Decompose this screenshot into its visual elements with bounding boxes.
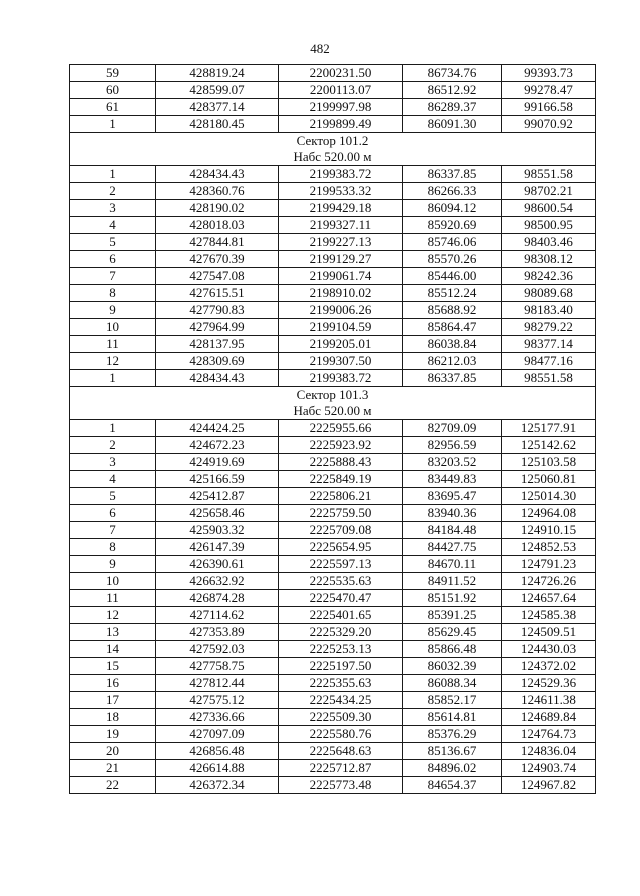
y-coordinate-cell: 2199533.32 [279,183,403,200]
table-row [70,522,596,539]
local-x-cell: 82709.09 [403,420,502,437]
table-row [70,607,596,624]
point-number-cell: 1 [70,420,156,437]
y-coordinate-cell: 2225773.48 [279,777,403,794]
local-x-cell: 86088.34 [403,675,502,692]
local-y-cell: 124910.15 [502,522,596,539]
point-number-cell: 5 [70,234,156,251]
local-y-cell: 124585.38 [502,607,596,624]
local-y-cell: 124964.08 [502,505,596,522]
local-y-cell: 124657.64 [502,590,596,607]
y-coordinate-cell: 2225580.76 [279,726,403,743]
x-coordinate-cell: 426390.61 [156,556,279,573]
local-x-cell: 85866.48 [403,641,502,658]
local-x-cell: 85920.69 [403,217,502,234]
local-x-cell: 85746.06 [403,234,502,251]
point-number-cell: 7 [70,522,156,539]
point-number-cell: 2 [70,437,156,454]
local-y-cell: 98308.12 [502,251,596,268]
x-coordinate-cell: 426632.92 [156,573,279,590]
local-x-cell: 85446.00 [403,268,502,285]
y-coordinate-cell: 2225355.63 [279,675,403,692]
local-y-cell: 125142.62 [502,437,596,454]
local-x-cell: 86038.84 [403,336,502,353]
point-number-cell: 14 [70,641,156,658]
local-y-cell: 98242.36 [502,268,596,285]
x-coordinate-cell: 427592.03 [156,641,279,658]
local-x-cell: 84427.75 [403,539,502,556]
y-coordinate-cell: 2199006.26 [279,302,403,319]
y-coordinate-cell: 2199307.50 [279,353,403,370]
local-y-cell: 99278.47 [502,82,596,99]
x-coordinate-cell: 427844.81 [156,234,279,251]
table-row [70,573,596,590]
sector-header-row [70,387,596,420]
y-coordinate-cell: 2225253.13 [279,641,403,658]
x-coordinate-cell: 428190.02 [156,200,279,217]
x-coordinate-cell: 427114.62 [156,607,279,624]
point-number-cell: 6 [70,505,156,522]
point-number-cell: 3 [70,454,156,471]
x-coordinate-cell: 427615.51 [156,285,279,302]
local-y-cell: 98477.16 [502,353,596,370]
point-number-cell: 1 [70,370,156,387]
local-y-cell: 124764.73 [502,726,596,743]
sector-elevation: Набс 520.00 м [293,149,372,164]
sector-name: Сектор 101.2 [296,133,369,148]
local-x-cell: 86212.03 [403,353,502,370]
point-number-cell: 3 [70,200,156,217]
y-coordinate-cell: 2199104.59 [279,319,403,336]
table-row [70,641,596,658]
y-coordinate-cell: 2225712.87 [279,760,403,777]
y-coordinate-cell: 2225654.95 [279,539,403,556]
y-coordinate-cell: 2225509.30 [279,709,403,726]
point-number-cell: 22 [70,777,156,794]
table-row [70,471,596,488]
sector-name: Сектор 101.3 [296,387,369,402]
x-coordinate-cell: 426614.88 [156,760,279,777]
y-coordinate-cell: 2225401.65 [279,607,403,624]
local-y-cell: 125177.91 [502,420,596,437]
x-coordinate-cell: 427336.66 [156,709,279,726]
point-number-cell: 18 [70,709,156,726]
local-x-cell: 85376.29 [403,726,502,743]
x-coordinate-cell: 428434.43 [156,166,279,183]
table-row [70,726,596,743]
point-number-cell: 7 [70,268,156,285]
table-row [70,743,596,760]
local-y-cell: 98600.54 [502,200,596,217]
local-y-cell: 98089.68 [502,285,596,302]
local-y-cell: 98279.22 [502,319,596,336]
table-row [70,82,596,99]
local-y-cell: 124372.02 [502,658,596,675]
local-y-cell: 98551.58 [502,370,596,387]
x-coordinate-cell: 428360.76 [156,183,279,200]
table-row [70,302,596,319]
y-coordinate-cell: 2225434.25 [279,692,403,709]
y-coordinate-cell: 2225849.19 [279,471,403,488]
local-x-cell: 86032.39 [403,658,502,675]
y-coordinate-cell: 2225597.13 [279,556,403,573]
local-y-cell: 124726.26 [502,573,596,590]
y-coordinate-cell: 2225806.21 [279,488,403,505]
point-number-cell: 4 [70,471,156,488]
local-x-cell: 85688.92 [403,302,502,319]
point-number-cell: 9 [70,302,156,319]
y-coordinate-cell: 2225535.63 [279,573,403,590]
table-row [70,709,596,726]
local-y-cell: 125103.58 [502,454,596,471]
point-number-cell: 12 [70,353,156,370]
local-y-cell: 124430.03 [502,641,596,658]
sector-header-row [70,133,596,166]
y-coordinate-cell: 2199061.74 [279,268,403,285]
table-row [70,760,596,777]
local-y-cell: 124611.38 [502,692,596,709]
point-number-cell: 61 [70,99,156,116]
point-number-cell: 20 [70,743,156,760]
table-row [70,658,596,675]
x-coordinate-cell: 427670.39 [156,251,279,268]
table-row [70,251,596,268]
point-number-cell: 13 [70,624,156,641]
local-y-cell: 124852.53 [502,539,596,556]
sector-header [70,387,596,420]
x-coordinate-cell: 425412.87 [156,488,279,505]
local-x-cell: 84896.02 [403,760,502,777]
point-number-cell: 8 [70,285,156,302]
x-coordinate-cell: 425166.59 [156,471,279,488]
local-x-cell: 85864.47 [403,319,502,336]
local-x-cell: 83203.52 [403,454,502,471]
local-x-cell: 85570.26 [403,251,502,268]
x-coordinate-cell: 427790.83 [156,302,279,319]
local-y-cell: 124836.04 [502,743,596,760]
point-number-cell: 1 [70,166,156,183]
local-x-cell: 84670.11 [403,556,502,573]
x-coordinate-cell: 426874.28 [156,590,279,607]
table-row [70,488,596,505]
local-y-cell: 124967.82 [502,777,596,794]
x-coordinate-cell: 427575.12 [156,692,279,709]
local-y-cell: 99070.92 [502,116,596,133]
table-row [70,116,596,133]
table-row [70,675,596,692]
point-number-cell: 6 [70,251,156,268]
point-number-cell: 10 [70,319,156,336]
point-number-cell: 21 [70,760,156,777]
local-x-cell: 84654.37 [403,777,502,794]
local-x-cell: 86094.12 [403,200,502,217]
y-coordinate-cell: 2199327.11 [279,217,403,234]
local-y-cell: 98500.95 [502,217,596,234]
x-coordinate-cell: 425903.32 [156,522,279,539]
table-row [70,556,596,573]
y-coordinate-cell: 2199997.98 [279,99,403,116]
table-row [70,183,596,200]
x-coordinate-cell: 425658.46 [156,505,279,522]
local-x-cell: 85136.67 [403,743,502,760]
x-coordinate-cell: 424919.69 [156,454,279,471]
point-number-cell: 60 [70,82,156,99]
x-coordinate-cell: 426372.34 [156,777,279,794]
point-number-cell: 5 [70,488,156,505]
local-y-cell: 99393.73 [502,65,596,82]
y-coordinate-cell: 2199227.13 [279,234,403,251]
local-y-cell: 98702.21 [502,183,596,200]
table-row [70,370,596,387]
x-coordinate-cell: 424672.23 [156,437,279,454]
y-coordinate-cell: 2225923.92 [279,437,403,454]
y-coordinate-cell: 2199129.27 [279,251,403,268]
x-coordinate-cell: 427353.89 [156,624,279,641]
point-number-cell: 8 [70,539,156,556]
local-y-cell: 125014.30 [502,488,596,505]
sector-header [70,133,596,166]
y-coordinate-cell: 2225648.63 [279,743,403,760]
local-y-cell: 98403.46 [502,234,596,251]
table-row [70,234,596,251]
x-coordinate-cell: 427547.08 [156,268,279,285]
x-coordinate-cell: 428018.03 [156,217,279,234]
local-x-cell: 86512.92 [403,82,502,99]
table-row [70,692,596,709]
local-x-cell: 86266.33 [403,183,502,200]
table-row [70,437,596,454]
local-x-cell: 84184.48 [403,522,502,539]
table-row [70,353,596,370]
point-number-cell: 4 [70,217,156,234]
local-y-cell: 124529.36 [502,675,596,692]
point-number-cell: 15 [70,658,156,675]
table-row [70,624,596,641]
local-y-cell: 124903.74 [502,760,596,777]
x-coordinate-cell: 427964.99 [156,319,279,336]
y-coordinate-cell: 2198910.02 [279,285,403,302]
table-row [70,217,596,234]
local-y-cell: 99166.58 [502,99,596,116]
x-coordinate-cell: 428599.07 [156,82,279,99]
table-row [70,319,596,336]
x-coordinate-cell: 427758.75 [156,658,279,675]
local-y-cell: 125060.81 [502,471,596,488]
local-x-cell: 83695.47 [403,488,502,505]
y-coordinate-cell: 2200231.50 [279,65,403,82]
table-row [70,777,596,794]
local-x-cell: 86734.76 [403,65,502,82]
local-x-cell: 83940.36 [403,505,502,522]
point-number-cell: 17 [70,692,156,709]
local-x-cell: 86289.37 [403,99,502,116]
y-coordinate-cell: 2200113.07 [279,82,403,99]
table-row [70,420,596,437]
local-y-cell: 124689.84 [502,709,596,726]
x-coordinate-cell: 428180.45 [156,116,279,133]
local-y-cell: 124509.51 [502,624,596,641]
point-number-cell: 19 [70,726,156,743]
point-number-cell: 12 [70,607,156,624]
point-number-cell: 2 [70,183,156,200]
sector-elevation: Набс 520.00 м [293,403,372,418]
point-number-cell: 11 [70,590,156,607]
table-row [70,285,596,302]
local-x-cell: 82956.59 [403,437,502,454]
table-row [70,268,596,285]
y-coordinate-cell: 2225470.47 [279,590,403,607]
point-number-cell: 11 [70,336,156,353]
point-number-cell: 10 [70,573,156,590]
table-row [70,166,596,183]
y-coordinate-cell: 2225197.50 [279,658,403,675]
x-coordinate-cell: 427812.44 [156,675,279,692]
table-row [70,336,596,353]
y-coordinate-cell: 2199899.49 [279,116,403,133]
local-y-cell: 124791.23 [502,556,596,573]
x-coordinate-cell: 428819.24 [156,65,279,82]
x-coordinate-cell: 428377.14 [156,99,279,116]
y-coordinate-cell: 2199383.72 [279,166,403,183]
coordinates-table-body [70,65,596,794]
local-x-cell: 86337.85 [403,166,502,183]
local-y-cell: 98551.58 [502,166,596,183]
local-y-cell: 98377.14 [502,336,596,353]
x-coordinate-cell: 426856.48 [156,743,279,760]
local-x-cell: 85614.81 [403,709,502,726]
local-x-cell: 83449.83 [403,471,502,488]
y-coordinate-cell: 2225955.66 [279,420,403,437]
local-x-cell: 86337.85 [403,370,502,387]
table-row [70,539,596,556]
table-row [70,65,596,82]
table-row [70,99,596,116]
local-x-cell: 85852.17 [403,692,502,709]
x-coordinate-cell: 428309.69 [156,353,279,370]
x-coordinate-cell: 426147.39 [156,539,279,556]
x-coordinate-cell: 428434.43 [156,370,279,387]
local-y-cell: 98183.40 [502,302,596,319]
y-coordinate-cell: 2225759.50 [279,505,403,522]
local-x-cell: 85512.24 [403,285,502,302]
y-coordinate-cell: 2225709.08 [279,522,403,539]
point-number-cell: 59 [70,65,156,82]
y-coordinate-cell: 2225329.20 [279,624,403,641]
y-coordinate-cell: 2199383.72 [279,370,403,387]
page-number: 482 [310,41,330,56]
point-number-cell: 9 [70,556,156,573]
local-x-cell: 86091.30 [403,116,502,133]
point-number-cell: 1 [70,116,156,133]
table-row [70,505,596,522]
x-coordinate-cell: 424424.25 [156,420,279,437]
table-row [70,590,596,607]
x-coordinate-cell: 428137.95 [156,336,279,353]
local-x-cell: 85629.45 [403,624,502,641]
y-coordinate-cell: 2199205.01 [279,336,403,353]
local-x-cell: 84911.52 [403,573,502,590]
table-row [70,454,596,471]
local-x-cell: 85151.92 [403,590,502,607]
y-coordinate-cell: 2199429.18 [279,200,403,217]
coordinates-table [69,64,596,794]
table-row [70,200,596,217]
local-x-cell: 85391.25 [403,607,502,624]
point-number-cell: 16 [70,675,156,692]
y-coordinate-cell: 2225888.43 [279,454,403,471]
x-coordinate-cell: 427097.09 [156,726,279,743]
